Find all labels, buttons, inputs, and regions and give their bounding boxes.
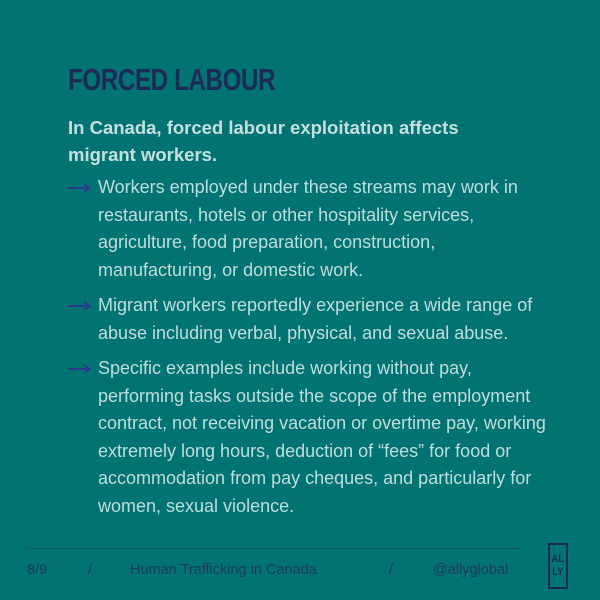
page-indicator: 8/9 xyxy=(27,562,48,578)
bullet-text: Workers employed under these streams may work in restaurants, hotels or other hospitality services, agriculture, food preparation, construction, manufacturing, or domestic work. xyxy=(98,177,518,280)
arrow-right-icon xyxy=(68,292,98,319)
intro-text: In Canada, forced labour exploitation affects migrant workers. xyxy=(68,117,459,165)
social-handle: @allyglobal xyxy=(433,562,509,578)
bullet-item xyxy=(68,292,568,347)
bullet-text: Specific examples include working without pay, performing tasks outside the scope of the employment contract, not receiving vacation or overtime pay, working extremely long hours, deduction of “fees” for food or accommodation from pay cheques, and particularly for women, sexual violence. xyxy=(98,358,546,516)
slide-title: FORCED LABOUR xyxy=(68,62,276,97)
bullet-item xyxy=(68,174,568,284)
bullet-text: Migrant workers reportedly experience a wide range of abuse including verbal, physical, and sexual abuse. xyxy=(98,295,533,343)
arrow-right-icon xyxy=(68,174,98,201)
footer-separator: / xyxy=(88,562,93,578)
logo-text-bottom: LY xyxy=(552,566,564,578)
logo-text-top: AL xyxy=(551,553,565,565)
footer xyxy=(0,562,600,582)
footer-divider xyxy=(27,548,521,549)
bullet-item xyxy=(68,355,568,520)
footer-separator: / xyxy=(389,562,394,578)
ally-logo xyxy=(548,543,568,589)
series-title: Human Trafficking in Canada xyxy=(130,562,317,578)
bullet-list xyxy=(68,174,568,528)
arrow-right-icon xyxy=(68,355,98,382)
